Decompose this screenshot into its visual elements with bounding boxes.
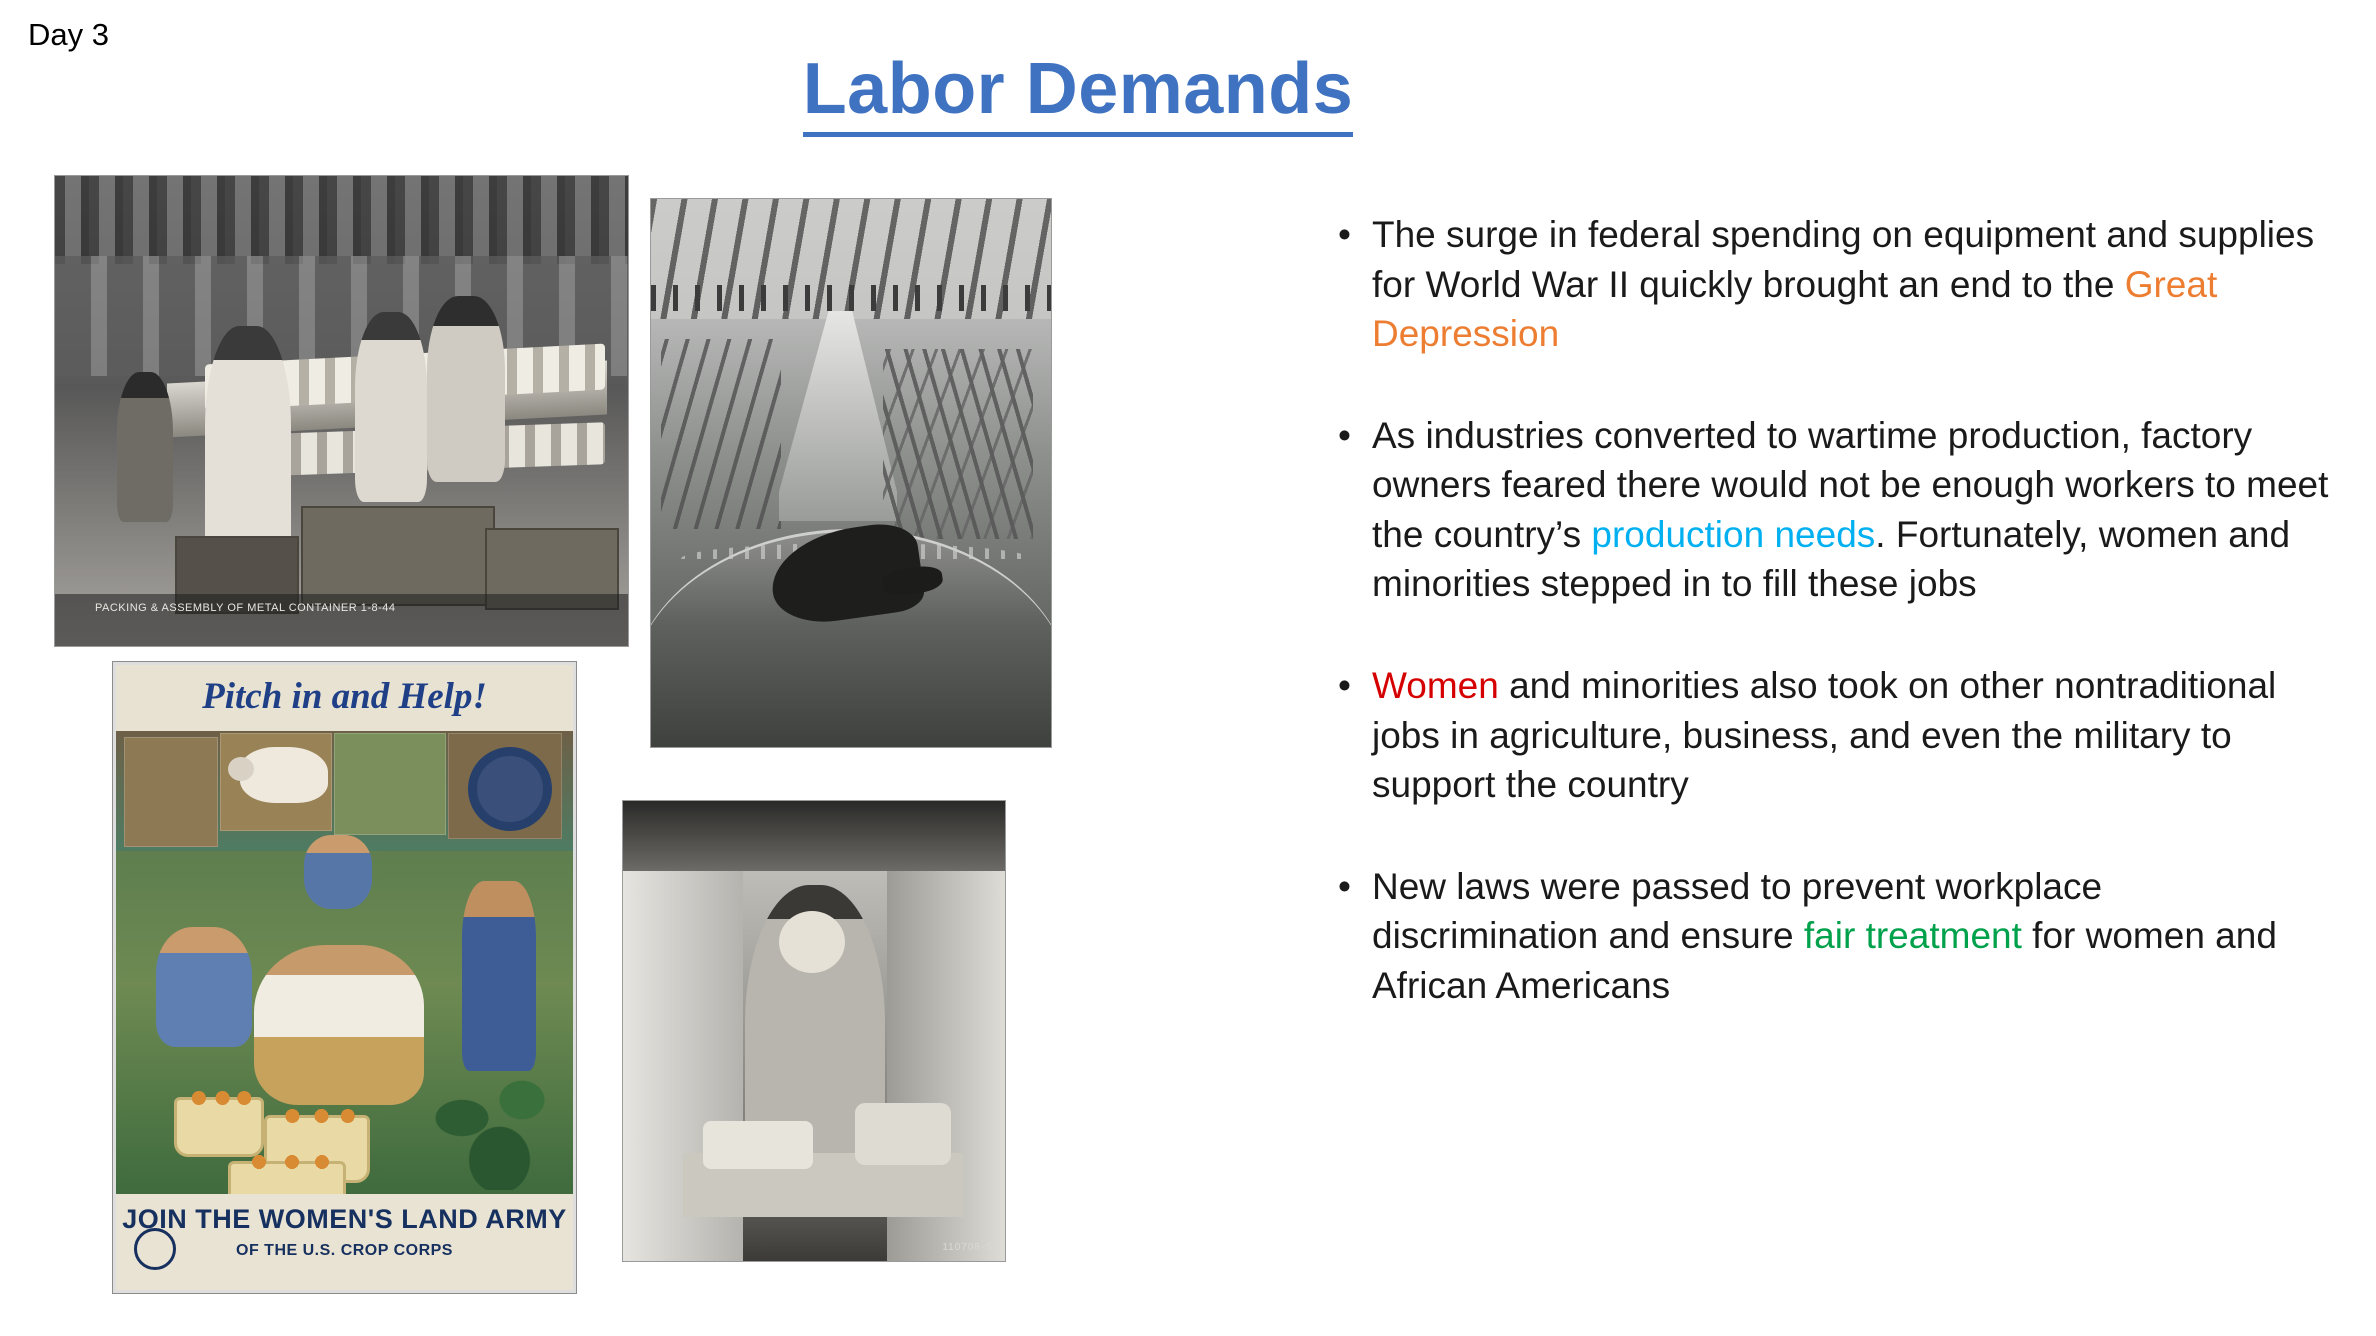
bullet-highlight-women: Women: [1372, 665, 1499, 707]
page-title-text: Labor Demands: [803, 48, 1354, 137]
milking-woman-figure: [304, 835, 372, 909]
bullet-highlight-great-depression: Great Depression: [1372, 263, 2218, 355]
shipyard-truss-detail: [651, 285, 1051, 311]
supplies-bundle-detail: [855, 1103, 951, 1165]
poster-vignette-field: [334, 733, 446, 835]
bullet-highlight-fair-treatment: fair treatment: [1803, 915, 2022, 957]
bullet-marker: •: [1338, 665, 1351, 707]
poster-footer-line1: JOIN THE WOMEN'S LAND ARMY: [122, 1204, 567, 1234]
bullet-item: [1330, 411, 2330, 609]
bullet-item: [1330, 862, 2330, 1011]
bullet-text-segment: The surge in federal spending on equipment and supplies for World War II quickly brought an end to the: [1372, 214, 2315, 305]
tent-ceiling-detail: [623, 801, 1005, 871]
supplies-bundle-detail: [703, 1121, 813, 1169]
bullet-text-segment: New laws were passed to prevent workplace discrimination and ensure: [1372, 865, 2103, 957]
bullet-item: [1330, 661, 2330, 810]
poster-footer-band: [116, 1194, 573, 1290]
bullet-marker: •: [1338, 865, 1351, 907]
photo-negative-code: 110708-S: [942, 1242, 993, 1253]
photo-caption-strip: [55, 594, 628, 646]
cow-illustration: [240, 747, 328, 803]
worker-figure: [355, 312, 427, 502]
poster-footer-line2: OF THE U.S. CROP CORPS: [236, 1242, 453, 1259]
image-nurse-in-field-tent: [622, 800, 1006, 1262]
produce-basket: [174, 1097, 264, 1157]
day-label: Day 3: [28, 17, 109, 52]
gear-icon: [468, 747, 552, 831]
kneeling-woman-figure: [156, 927, 252, 1047]
harvesting-woman-figure: [254, 945, 424, 1105]
factory-ceiling-detail: [55, 176, 628, 264]
bullet-text-segment: and minorities also took on other nontraditional jobs in agriculture, business, and even the military to support the country: [1372, 665, 2277, 806]
scaffolding-right-detail: [883, 349, 1033, 539]
poster-vignette-poultry: [124, 737, 218, 847]
image-shipyard-welder: [650, 198, 1052, 748]
ship-bow-detail: [779, 311, 897, 521]
bullet-text-segment: for women and African Americans: [1372, 915, 2277, 1006]
image-factory-women-assembly-line: [54, 175, 629, 647]
bullet-item: [1330, 210, 2330, 359]
bullet-highlight-production-needs: production needs: [1591, 513, 1876, 555]
poster-artwork: [116, 731, 573, 1194]
scaffolding-left-detail: [661, 339, 781, 529]
bullet-text-segment: As industries converted to wartime production, factory owners feared there would not be enough workers to meet the country’s: [1372, 414, 2329, 555]
bullet-marker: •: [1338, 214, 1351, 255]
poster-headline-band: [116, 665, 573, 731]
crate-detail: [301, 506, 495, 606]
overalls-woman-figure: [462, 881, 536, 1071]
photo-caption-text: PACKING & ASSEMBLY OF METAL CONTAINER 1-8-44: [95, 602, 396, 614]
slide-body-content: [1330, 210, 2330, 1011]
worker-figure: [427, 296, 505, 482]
page-title: [0, 48, 2376, 137]
image-womens-land-army-poster: [113, 662, 576, 1293]
poster-headline-text: Pitch in and Help!: [202, 676, 487, 717]
bullet-marker: •: [1338, 414, 1351, 456]
bullet-text-segment: . Fortunately, women and minorities stepped in to fill these jobs: [1372, 513, 2291, 605]
worker-figure: [117, 372, 173, 522]
foliage-detail: [417, 1070, 567, 1190]
